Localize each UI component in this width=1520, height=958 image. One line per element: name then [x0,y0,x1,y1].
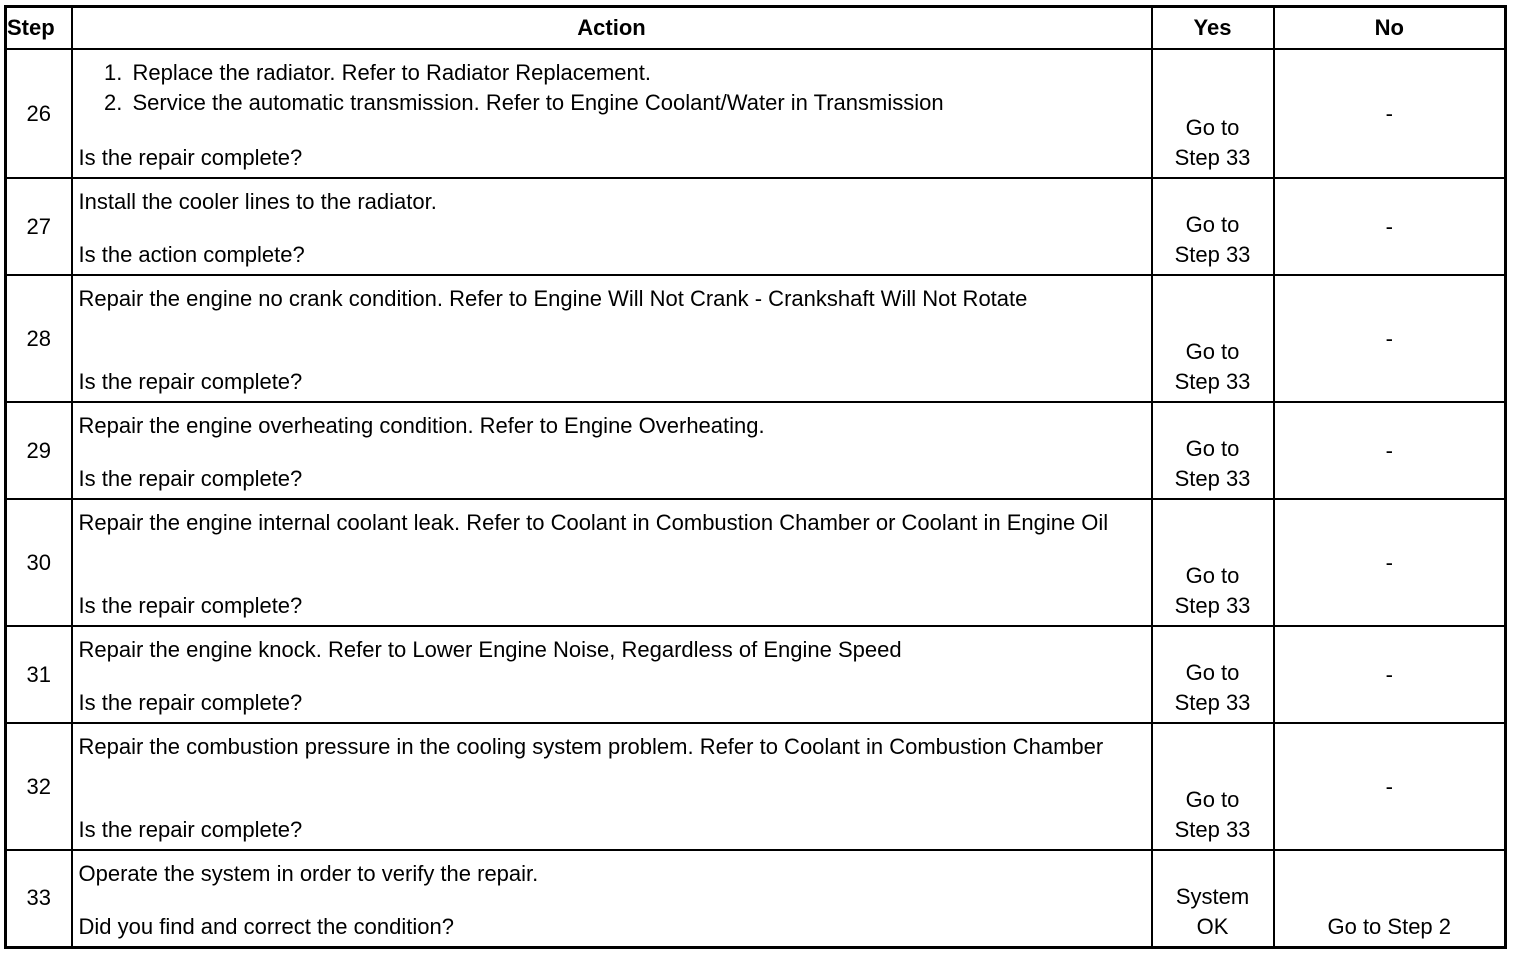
table-row [6,49,1506,178]
table-row [6,275,1506,402]
no-cell: - [1274,499,1506,626]
action-text: Operate the system in order to verify the repair. [78,861,539,886]
yes-line-2: Step 33 [1174,817,1251,842]
no-cell: - [1274,49,1506,178]
table-row [6,850,1506,947]
yes-cell [1152,402,1274,499]
step-number: 28 [6,275,72,402]
yes-cell [1152,850,1274,947]
yes-line-1: Go to [1185,787,1240,812]
no-cell: - [1274,178,1506,275]
step-number: 32 [6,723,72,850]
yes-line-2: Step 33 [1174,690,1251,715]
yes-cell [1152,178,1274,275]
action-text: Repair the combustion pressure in the cooling system problem. Refer to Coolant in Combustion Chamber [78,734,1104,759]
yes-line-1: Go to [1185,339,1240,364]
action-cell [72,275,1152,402]
question: Is the repair complete? [78,466,303,491]
header-no: No [1274,7,1506,50]
action-text: Repair the engine knock. Refer to Lower Engine Noise, Regardless of Engine Speed [78,637,902,662]
step-number: 33 [6,850,72,947]
diagnostic-table [4,5,1507,949]
no-cell: - [1274,626,1506,723]
action-cell [72,402,1152,499]
question: Is the repair complete? [78,145,303,170]
action-cell [72,178,1152,275]
header-step: Step [6,7,72,50]
action-text: Repair the engine overheating condition. Refer to Engine Overheating. [78,413,765,438]
header-yes: Yes [1152,7,1274,50]
header-row [6,7,1506,50]
yes-cell [1152,723,1274,850]
action-cell [72,723,1152,850]
action-text: Repair the engine internal coolant leak. Refer to Coolant in Combustion Chamber or Coolant in Engine Oil [78,510,1109,535]
yes-line-1: Go to [1185,563,1240,588]
table-row [6,402,1506,499]
question: Is the repair complete? [78,817,303,842]
list-item: 1. Replace the radiator. Refer to Radiator Replacement. [129,58,1145,88]
question: Is the action complete? [78,242,305,267]
yes-line-2: Step 33 [1174,145,1251,170]
action-cell [72,626,1152,723]
action-text: Install the cooler lines to the radiator. [78,189,437,214]
yes-cell [1152,499,1274,626]
yes-line-1: Go to [1185,660,1240,685]
header-action: Action [72,7,1152,50]
no-cell: - [1274,723,1506,850]
action-list [79,58,1145,118]
table-row [6,178,1506,275]
yes-line-2: OK [1196,913,1229,939]
yes-cell [1152,626,1274,723]
no-cell: - [1274,275,1506,402]
no-text: Go to Step 2 [1327,913,1452,939]
list-item: 2. Service the automatic transmission. Refer to Engine Coolant/Water in Transmission [129,88,1145,118]
yes-cell [1152,49,1274,178]
step-number: 27 [6,178,72,275]
question: Did you find and correct the condition? [78,913,454,939]
yes-cell [1152,275,1274,402]
no-cell: - [1274,402,1506,499]
yes-line-1: System [1175,883,1250,909]
table-row [6,723,1506,850]
action-cell [72,49,1152,178]
question: Is the repair complete? [78,690,303,715]
yes-line-2: Step 33 [1174,369,1251,394]
yes-line-2: Step 33 [1174,466,1251,491]
no-cell [1274,850,1506,947]
table-row [6,626,1506,723]
yes-line-1: Go to [1185,436,1240,461]
table-row [6,499,1506,626]
question: Is the repair complete? [78,593,303,618]
question: Is the repair complete? [78,369,303,394]
yes-line-1: Go to [1185,115,1240,140]
yes-line-2: Step 33 [1174,242,1251,267]
step-number: 26 [6,49,72,178]
step-number: 31 [6,626,72,723]
action-text: Repair the engine no crank condition. Refer to Engine Will Not Crank - Crankshaft Will Not Rotate [78,286,1028,311]
step-number: 30 [6,499,72,626]
action-cell [72,850,1152,947]
action-cell [72,499,1152,626]
yes-line-1: Go to [1185,212,1240,237]
yes-line-2: Step 33 [1174,593,1251,618]
step-number: 29 [6,402,72,499]
